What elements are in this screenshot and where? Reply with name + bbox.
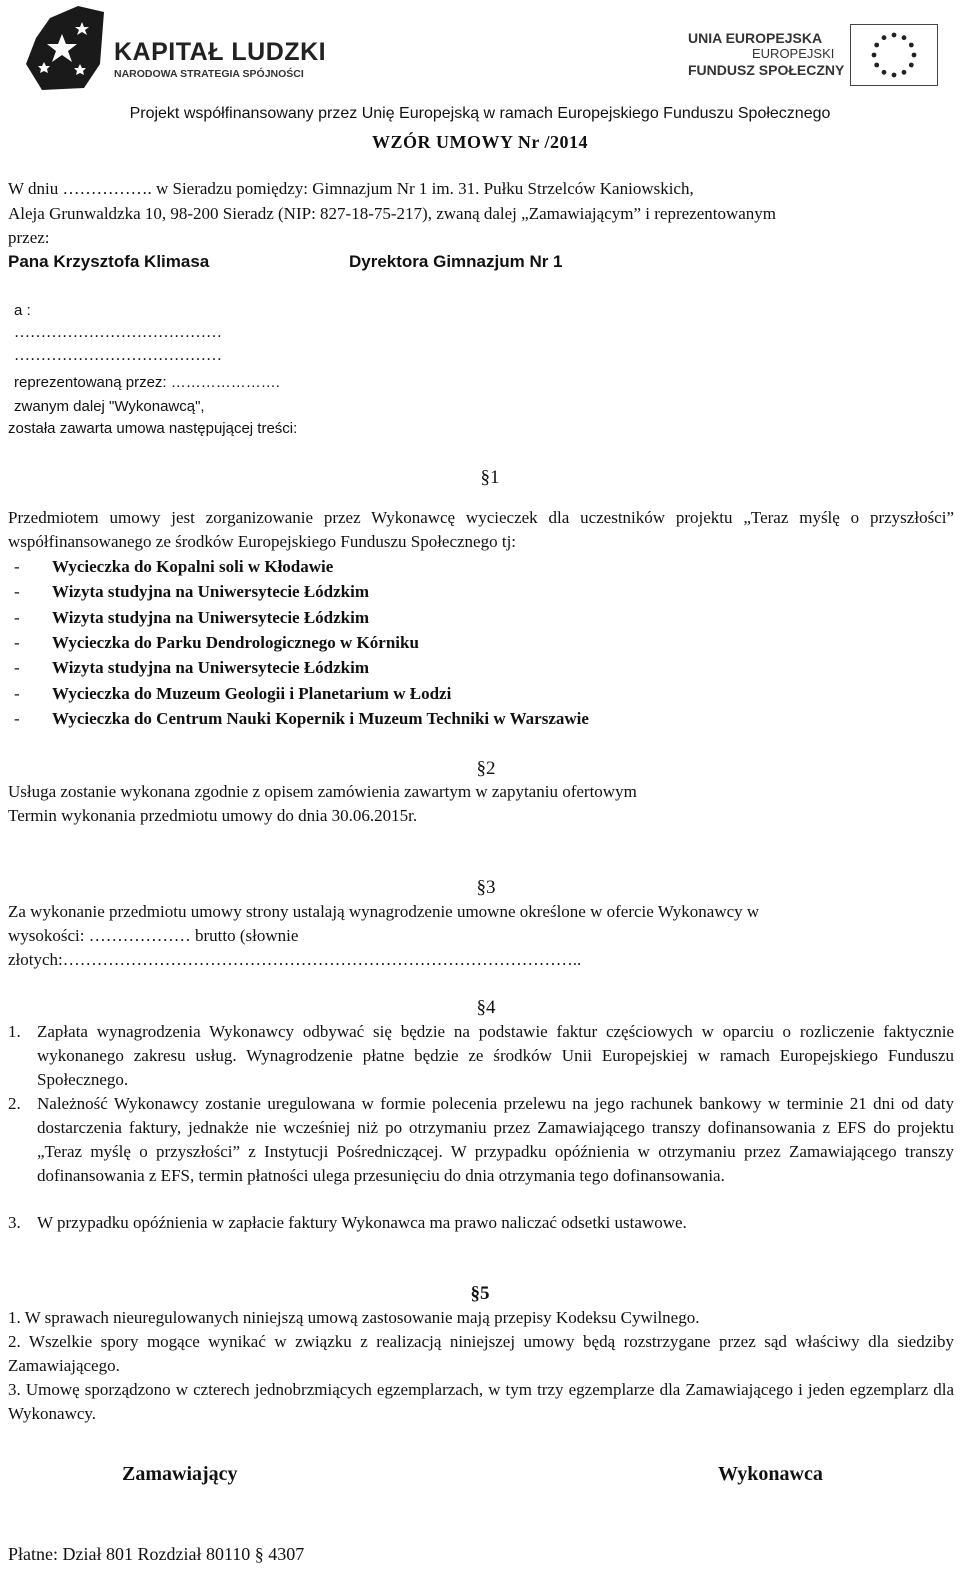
contractor-dots-2: ………………………………… (14, 347, 222, 364)
list-item-text: Wycieczka do Centrum Nauki Kopernik i Muzeum Techniki w Warszawie (52, 709, 589, 728)
kapital-ludzki-emblem-icon (22, 4, 106, 96)
item-text: Zapłata wynagrodzenia Wykonawcy odbywać się będzie na podstawie faktur częściowych w oparciu o rozliczenie faktycznie wykonanego zakresu usług. Wynagrodzenie płatne będzie ze środków Unii Europejskiej w ramach Europejskiego Funduszu Społecznego. (37, 1022, 954, 1089)
representative-name: Pana Krzysztofa Klimasa (8, 252, 210, 271)
section-3-line-2: wysokości: ……………… brutto (słownie (8, 926, 299, 945)
list-dash: - (14, 582, 20, 601)
list-item-text: Wizyta studyjna na Uniwersytecie Łódzkim (52, 582, 370, 601)
contract-concluded: została zawarta umowa następującej treści: (8, 420, 298, 437)
contractor-called: zwanym dalej "Wykonawcą", (14, 398, 205, 415)
contractor-represented: reprezentowaną przez: …………………. (14, 374, 280, 391)
item-number: 3. (8, 1213, 21, 1232)
intro-line-3: przez: (8, 228, 50, 247)
payment-line: Płatne: Dział 801 Rozdział 80110 § 4307 (8, 1544, 305, 1564)
intro-line-2: Aleja Grunwaldzka 10, 98-200 Sieradz (NIP: 827-18-75-217), zwaną dalej „Zamawiającym” i reprezentowanym (8, 204, 777, 223)
item-number: 2. (8, 1094, 21, 1113)
section-5-paragraph-1: 1. W sprawach nieuregulowanych niniejszą umową zastosowanie mają przepisy Kodeksu Cywilnego. (8, 1308, 700, 1327)
section-5-paragraph-2: 2. Wszelkie spory mogące wynikać w związku z realizacją niniejszej umowy będą rozstrzygane przez sąd właściwy dla siedziby Zamawiającego. (8, 1332, 954, 1375)
eu-logo-line2: EUROPEJSKI (752, 46, 835, 61)
signature-client: Zamawiający (122, 1463, 238, 1485)
project-cofinancing-line: Projekt współfinansowany przez Unię Europejską w ramach Europejskiego Funduszu Społecznego (129, 105, 831, 122)
section-5-heading: §5 (470, 1283, 490, 1304)
eu-logo-line1: UNIA EUROPEJSKA (688, 30, 823, 46)
eu-logo (688, 24, 940, 94)
section-1-heading: §1 (480, 467, 500, 488)
contractor-dots-1: ………………………………… (14, 324, 222, 341)
eu-flag (850, 24, 938, 86)
section-5-paragraph-3: 3. Umowę sporządzono w czterech jednobrzmiących egzemplarzach, w tym trzy egzemplarze dla Zamawiającego i jeden egzemplarz dla Wykonawcy. (8, 1380, 954, 1423)
contractor-label: a : (14, 302, 31, 319)
item-text: W przypadku opóźnienia w zapłacie faktury Wykonawca ma prawo naliczać odsetki ustawowe. (37, 1213, 687, 1232)
section-3-line-3: złotych:……………………………………………………………………………….. (8, 950, 582, 969)
section-4-heading: §4 (476, 997, 496, 1018)
eu-stars-icon (851, 25, 937, 85)
list-item-text: Wycieczka do Parku Dendrologicznego w Kórniku (52, 633, 419, 652)
section-3-heading: §3 (476, 877, 496, 898)
item-number: 1. (8, 1022, 21, 1041)
kapital-ludzki-logo (22, 4, 332, 100)
list-dash: - (14, 557, 20, 576)
section-4-item (8, 1092, 954, 1188)
kapital-ludzki-title: KAPITAŁ LUDZKI (114, 38, 327, 66)
list-item-text: Wycieczka do Kopalni soli w Kłodawie (52, 557, 334, 576)
section-2-line-1: Usługa zostanie wykonana zgodnie z opisem zamówienia zawartym w zapytaniu ofertowym (8, 782, 637, 801)
signature-contractor: Wykonawca (718, 1463, 823, 1485)
list-dash: - (14, 658, 20, 677)
intro-line-1: W dniu ……………. w Sieradzu pomiędzy: Gimnazjum Nr 1 im. 31. Pułku Strzelców Kaniowskich, (8, 179, 694, 198)
item-text: Należność Wykonawcy zostanie uregulowana w formie polecenia przelewu na jego rachunek bankowy w terminie 21 dni od daty dostarczenia faktury, jednakże nie wcześniej niż po otrzymaniu przez Zamawiającego transzy dofinansowania z EFS do projektu „Teraz myślę o przyszłości” z Instytucji Pośredniczącej. W przypadku opóźnienia w otrzymaniu przez Zamawiającego transzy dofinansowania z EFS, termin płatności ulega przesunięciu do dnia otrzymania tego dofinansowania. (37, 1094, 954, 1185)
section-2-heading: §2 (476, 758, 496, 779)
list-dash: - (14, 608, 20, 627)
list-dash: - (14, 633, 20, 652)
section-4-item (8, 1211, 954, 1235)
list-dash: - (14, 709, 20, 728)
list-item-text: Wizyta studyjna na Uniwersytecie Łódzkim (52, 608, 370, 627)
section-1-text: Przedmiotem umowy jest zorganizowanie przez Wykonawcę wycieczek dla uczestników projektu „Teraz myślę o przyszłości” współfinansowanego ze środków Europejskiego Funduszu Społecznego tj: (8, 508, 954, 551)
list-item-text: Wizyta studyjna na Uniwersytecie Łódzkim (52, 658, 370, 677)
section-3-line-1: Za wykonanie przedmiotu umowy strony ustalają wynagrodzenie umowne określone w ofercie Wykonawcy w (8, 902, 760, 921)
section-2-line-2: Termin wykonania przedmiotu umowy do dnia 30.06.2015r. (8, 806, 418, 825)
eu-logo-line3: FUNDUSZ SPOŁECZNY (688, 62, 845, 78)
page-title: WZÓR UMOWY Nr /2014 (372, 132, 588, 152)
representative-title: Dyrektora Gimnazjum Nr 1 (349, 252, 563, 271)
list-dash: - (14, 684, 20, 703)
section-4-item (8, 1020, 954, 1092)
list-item-text: Wycieczka do Muzeum Geologii i Planetarium w Łodzi (52, 684, 452, 703)
kapital-ludzki-subtitle: NARODOWA STRATEGIA SPÓJNOŚCI (114, 68, 304, 80)
